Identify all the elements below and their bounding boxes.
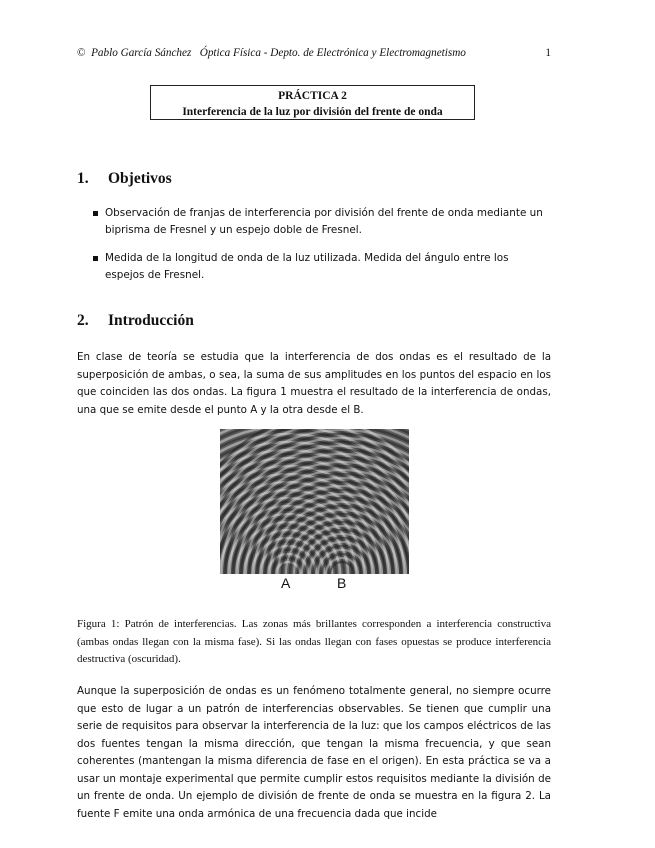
figure-caption: Figura 1: Patrón de interferencias. Las zonas más brillantes corresponden a interferencia constructiva (ambas ondas llegan con la misma fase). Si las ondas llegan con fases opuestas se produce interferencia destructiva (oscuridad).: [77, 618, 551, 665]
copyright-icon: ©: [77, 47, 86, 59]
section-title: Introducción: [108, 312, 194, 329]
section-heading-objetivos: [77, 170, 172, 188]
page-header: [77, 47, 551, 59]
list-item: [93, 205, 551, 240]
header-course: Óptica Física - Depto. de Electrónica y Electromagnetismo: [199, 47, 466, 59]
source-label-b: B: [337, 575, 347, 591]
title-box: [150, 85, 475, 120]
section-number: 2.: [77, 312, 89, 329]
source-label-a: A: [281, 575, 291, 591]
section-title: Objetivos: [108, 170, 172, 187]
interference-pattern-graphic: [220, 429, 409, 574]
header-left: [77, 47, 466, 59]
interference-pattern-image: [220, 429, 409, 574]
page-number: 1: [545, 47, 551, 59]
header-author: Pablo García Sánchez: [91, 47, 192, 59]
objective-text: Medida de la longitud de onda de la luz utilizada. Medida del ángulo entre los espejos de Fresnel.: [105, 251, 509, 281]
title-line-1: PRÁCTICA 2: [278, 90, 347, 102]
second-paragraph: Aunque la superposición de ondas es un fenómeno totalmente general, no siempre ocurre que esto de lugar a un patrón de interferencias observables. Se tienen que cumplir una serie de requisitos para observar la interferencia de la luz: que los campos eléctricos de las dos fuentes tengan la misma dirección, que tengan la misma frecuencia, y que sean coherentes (mantengan la misma diferencia de fase en el origen). En esta práctica se va a usar un montaje experimental que permite cumplir estos requisitos mediante la división de un frente de onda. Un ejemplo de división de frente de onda se muestra en la figura 2. La fuente F emite una onda armónica de una frecuencia dada que incide: [77, 685, 551, 820]
objective-text: Observación de franjas de interferencia por división del frente de onda mediante un biprisma de Fresnel y un espejo doble de Fresnel.: [105, 207, 543, 237]
objectives-list: [93, 205, 551, 294]
section-number: 1.: [77, 170, 89, 187]
section-heading-introduccion: [77, 312, 194, 330]
bullet-icon: [93, 211, 98, 216]
bullet-icon: [93, 256, 98, 261]
intro-paragraph: En clase de teoría se estudia que la interferencia de dos ondas es el resultado de la superposición de ambas, o sea, la suma de sus amplitudes en los puntos del espacio en los que coinciden las dos ondas. La figura 1 muestra el resultado de la interferencia de ondas, una que se emite desde el punto A y la otra desde el B.: [77, 351, 551, 416]
title-line-2: Interferencia de la luz por división del frente de onda: [182, 106, 443, 118]
list-item: [93, 250, 551, 285]
